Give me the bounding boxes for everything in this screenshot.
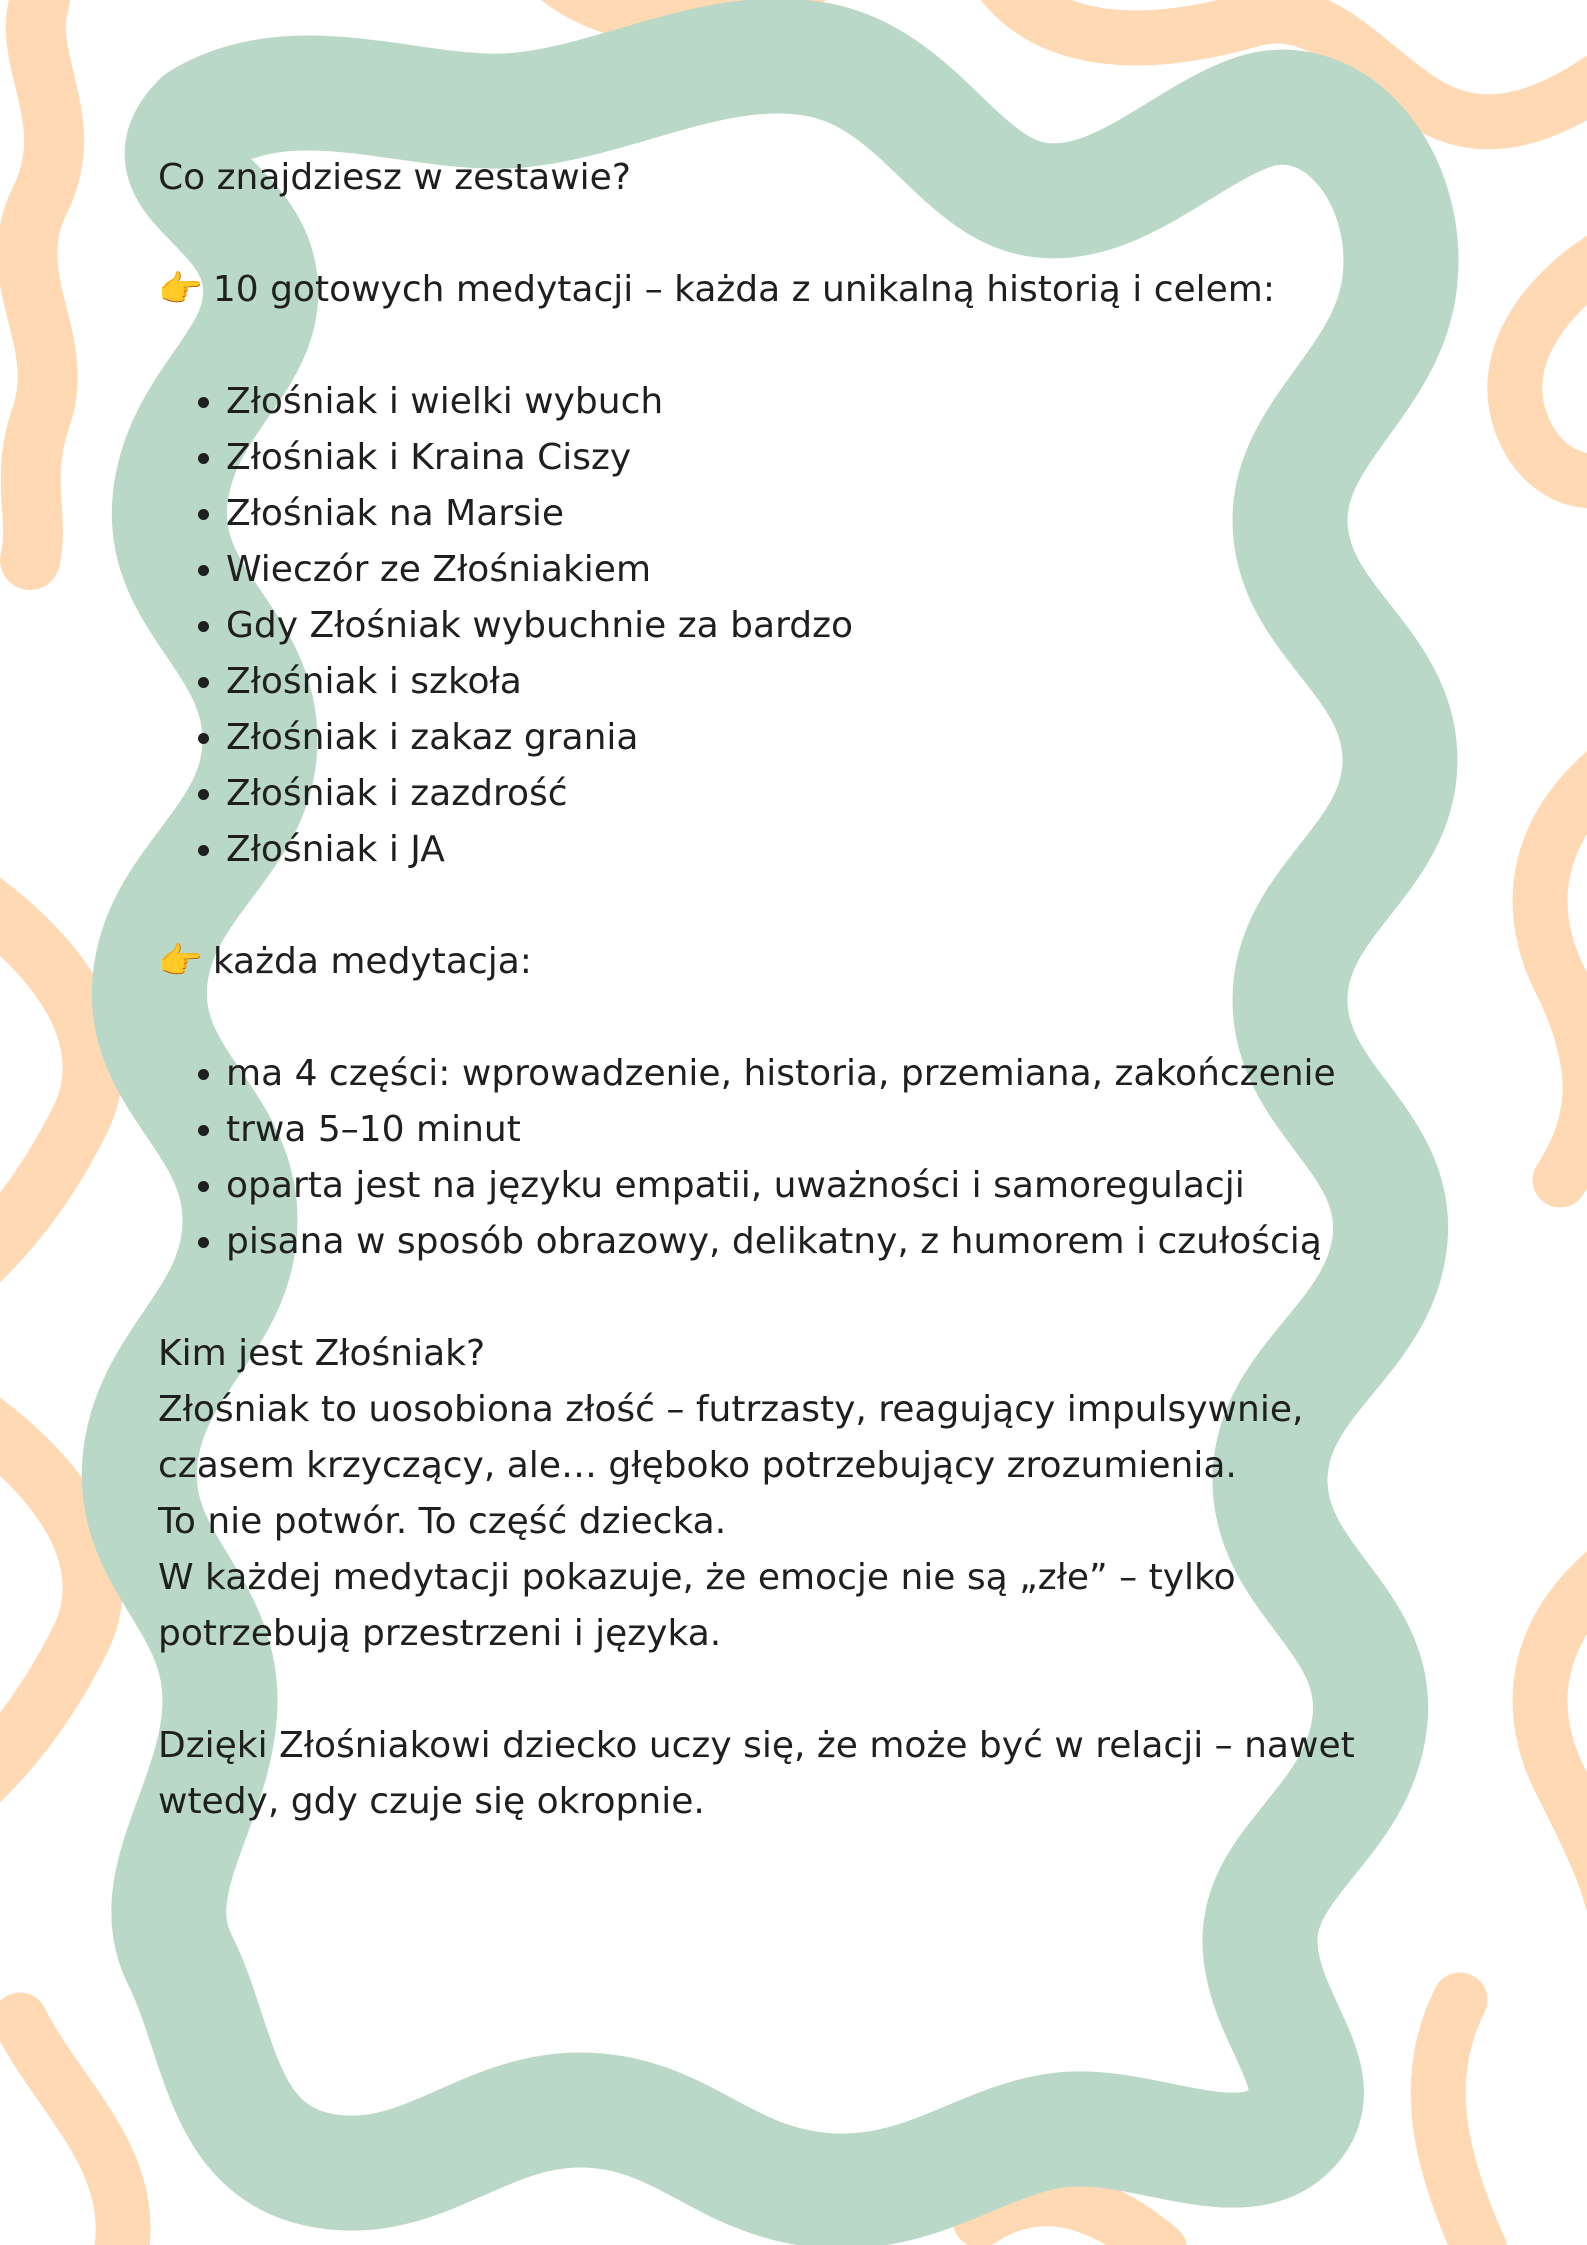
spacer <box>158 1270 1358 1326</box>
section2-intro <box>158 934 1358 990</box>
list-item: • Gdy Złośniak wybuchnie za bardzo <box>226 598 1358 654</box>
about-question: Kim jest Złośniak? <box>158 1333 486 1374</box>
list-item: • pisana w sposób obrazowy, delikatny, z humorem i czułością <box>226 1214 1358 1270</box>
list-item: • Złośniak i Kraina Ciszy <box>226 430 1358 486</box>
spacer <box>158 318 1358 374</box>
list-item: • Złośniak i zakaz grania <box>226 710 1358 766</box>
spacer <box>158 1662 1358 1718</box>
list-item: • oparta jest na języku empatii, uważności i samoregulacji <box>226 1158 1358 1214</box>
about-line-2: To nie potwór. To część dziecka. <box>158 1501 727 1542</box>
about-line-3: W każdej medytacji pokazuje, że emocje nie są „złe” – tylko potrzebują przestrzeni i języka. <box>158 1557 1236 1654</box>
section1-intro <box>158 262 1358 318</box>
list-item: • Złośniak i wielki wybuch <box>226 374 1358 430</box>
closing-paragraph: Dzięki Złośniakowi dziecko uczy się, że może być w relacji – nawet wtedy, gdy czuje się okropnie. <box>158 1725 1355 1822</box>
about-line-1: Złośniak to uosobiona złość – futrzasty, reagujący impulsywnie, czasem krzyczący, ale… głęboko potrzebujący zrozumienia. <box>158 1389 1304 1486</box>
section-heading: Co znajdziesz w zestawie? <box>158 157 631 198</box>
section2-intro-text: każda medytacja: <box>212 941 532 982</box>
list-item: • Wieczór ze Złośniakiem <box>226 542 1358 598</box>
list-item: • Złośniak i JA <box>226 822 1358 878</box>
orange-wave-top-left <box>27 0 54 560</box>
spacer <box>158 990 1358 1046</box>
list-item: • Złośniak i szkoła <box>226 654 1358 710</box>
spacer <box>158 878 1358 934</box>
section1-intro-text: 10 gotowych medytacji – każda z unikalną historią i celem: <box>212 269 1275 310</box>
list-item: • Złośniak i zazdrość <box>226 766 1358 822</box>
spacer <box>158 206 1358 262</box>
meditation-features-list <box>158 1046 1358 1270</box>
list-item: • Złośniak na Marsie <box>226 486 1358 542</box>
list-item: • trwa 5–10 minut <box>226 1102 1358 1158</box>
pointing-hand-icon: 👉 <box>158 269 203 310</box>
list-item: • ma 4 części: wprowadzenie, historia, przemiana, zakończenie <box>226 1046 1358 1102</box>
pointing-hand-icon: 👉 <box>158 941 203 982</box>
document-content <box>158 150 1358 1830</box>
meditation-list <box>158 374 1358 878</box>
